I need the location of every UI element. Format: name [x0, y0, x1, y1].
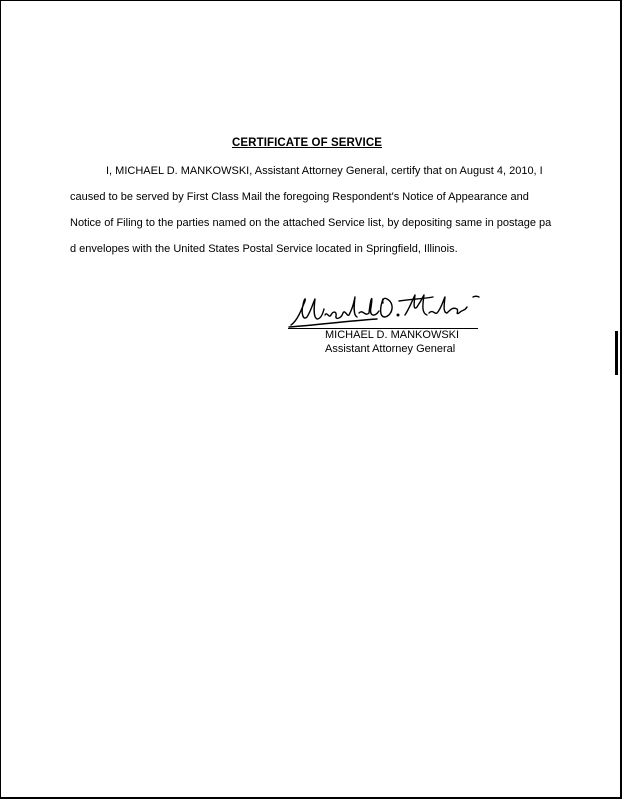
certificate-title: CERTIFICATE OF SERVICE [231, 137, 382, 149]
certificate-body: I, MICHAEL D. MANKOWSKI, Assistant Attorney General, certify that on August 4, 2010, I caused to be served by First Class Mail the foregoing Respondent's Notice of Appearance and Notice of Filing to the parties named on the attached Service list, by depositing same in postage pa d envelopes with the United States Postal Service located in Springfield, Illinois. [70, 165, 552, 255]
handwritten-signature [287, 291, 483, 331]
page-edge-mark [615, 331, 618, 375]
signer-name: MICHAEL D. MANKOWSKI [325, 329, 460, 341]
signer-title: Assistant Attorney General [325, 343, 456, 355]
